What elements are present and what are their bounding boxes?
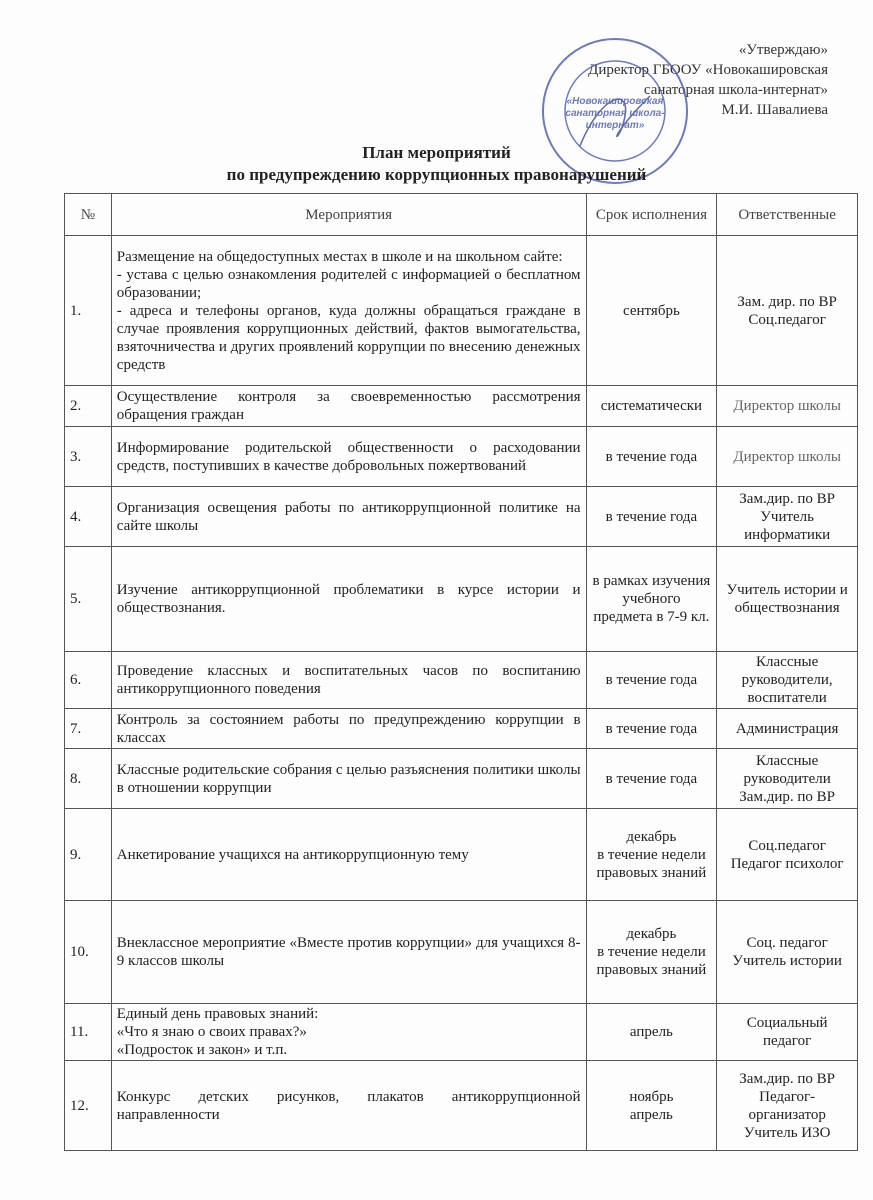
table-row — [65, 809, 858, 901]
responsible-cell — [717, 709, 858, 749]
responsible-cell-line: Учитель истории и обществознания — [726, 582, 848, 616]
term-cell-line: в течение недели правовых знаний — [596, 846, 707, 881]
term-cell-line: в течение года — [605, 448, 698, 465]
term-cell-line: систематически — [600, 398, 703, 414]
page-title: План мероприятий по предупреждению коррупционных правонарушений — [226, 143, 647, 184]
responsible-cell-line: Учитель ИЗО — [743, 1124, 831, 1141]
row-number: 3. — [65, 427, 112, 487]
row-number: 7. — [65, 709, 112, 749]
responsible-cell-line: Соц.педагог — [748, 837, 826, 854]
table-row — [65, 1004, 858, 1061]
row-number: 12. — [65, 1061, 112, 1151]
table-row — [65, 487, 858, 547]
responsible-cell-line: воспитатели — [747, 690, 827, 706]
term-cell-line: апрель — [629, 1024, 673, 1040]
row-number: 5. — [65, 547, 112, 652]
table-row — [65, 427, 858, 487]
responsible-cell — [717, 547, 858, 652]
responsible-cell — [717, 1061, 858, 1151]
term-cell-line: в течение недели правовых знаний — [596, 944, 707, 978]
responsible-cell — [717, 1004, 858, 1061]
responsible-cell-line: Администрация — [735, 720, 839, 737]
activity-cell-line: Внеклассное мероприятие «Вместе против коррупции» для учащихся 8-9 классов школы — [116, 935, 581, 969]
approval-line: Директор ГБООУ «Новокашировская — [588, 62, 828, 78]
table-header-row — [65, 194, 858, 236]
responsible-cell — [717, 749, 858, 809]
responsible-cell-line: Учитель истории — [732, 953, 842, 969]
activity-cell — [111, 709, 586, 749]
activity-cell — [111, 427, 586, 487]
row-number: 6. — [65, 652, 112, 709]
activity-cell-line: - устава с целью ознакомления родителей с информацией о бесплатном образовании; — [116, 266, 581, 301]
responsible-cell-line: Классные руководители, — [741, 654, 833, 688]
activity-cell-line: Проведение классных и воспитательных часов по воспитанию антикоррупционного поведения — [116, 663, 581, 697]
svg-text:интернат»: интернат» — [585, 120, 645, 131]
activity-cell-line: Осуществление контроля за своевременностью рассмотрения обращения граждан — [116, 389, 581, 423]
term-cell — [586, 901, 717, 1004]
activity-cell — [111, 901, 586, 1004]
term-cell-line: апрель — [629, 1106, 673, 1123]
term-cell-line: в течение года — [605, 720, 698, 737]
responsible-cell-line: Учитель информатики — [744, 508, 831, 543]
responsible-cell-line: Классные руководители — [743, 752, 831, 787]
activity-cell-line: Размещение на общедоступных местах в школе и на школьном сайте: — [116, 248, 563, 265]
term-cell — [586, 386, 717, 427]
term-cell — [586, 487, 717, 547]
activity-cell-line: - адреса и телефоны органов, куда должны обращаться граждане в случае проявления коррупционных действий, фактов вымогательства, взяточничества и других проявлений коррупции по внесению денежных средств — [116, 302, 581, 373]
row-number: 9. — [65, 809, 112, 901]
term-cell — [586, 427, 717, 487]
responsible-cell-line: Зам.дир. по ВР — [739, 788, 835, 805]
table-row — [65, 652, 858, 709]
responsible-cell-line: Директор школы — [733, 398, 841, 414]
svg-text:«Новокашировская: «Новокашировская — [566, 96, 664, 107]
table-row — [65, 547, 858, 652]
responsible-cell — [717, 901, 858, 1004]
responsible-cell-line: Директор школы — [733, 448, 841, 465]
responsible-cell-line: Социальный педагог — [746, 1015, 828, 1049]
term-cell-line: в течение года — [605, 508, 698, 525]
activity-cell — [111, 386, 586, 427]
responsible-cell-line: Соц. педагог — [746, 935, 828, 951]
responsible-cell-line: Зам. дир. по ВР — [737, 293, 837, 310]
responsible-cell-line: Педагог психолог — [730, 855, 844, 872]
activity-cell — [111, 236, 586, 386]
activity-cell — [111, 487, 586, 547]
header-activity: Мероприятия — [111, 194, 586, 236]
term-cell-line: в рамках изучения учебного предмета в 7-9 кл. — [592, 573, 711, 625]
term-cell — [586, 709, 717, 749]
activity-cell-line: Информирование родительской общественности о расходовании средств, поступивших в качестве добровольных пожертвований — [116, 439, 581, 474]
activity-cell — [111, 749, 586, 809]
responsible-cell — [717, 427, 858, 487]
term-cell — [586, 236, 717, 386]
responsible-cell — [717, 652, 858, 709]
term-cell — [586, 749, 717, 809]
activity-cell — [111, 1061, 586, 1151]
activity-cell-line: Анкетирование учащихся на антикоррупционную тему — [116, 846, 469, 863]
activity-cell-line: Изучение антикоррупционной проблематики в курсе истории и обществознания. — [116, 582, 581, 616]
table-row — [65, 749, 858, 809]
approval-line: санаторная школа-интернат» — [643, 82, 828, 98]
responsible-cell — [717, 386, 858, 427]
activity-cell — [111, 652, 586, 709]
header-number: № — [65, 194, 112, 236]
activity-cell-line: Контроль за состоянием работы по предупреждению коррупции в классах — [116, 711, 581, 746]
term-cell-line: в течение года — [605, 672, 698, 688]
approval-line: «Утверждаю» — [738, 42, 828, 58]
header-term: Срок исполнения — [586, 194, 717, 236]
term-cell — [586, 1004, 717, 1061]
activity-cell — [111, 547, 586, 652]
activity-cell-line: Единый день правовых знаний: — [116, 1006, 319, 1022]
responsible-cell — [717, 236, 858, 386]
term-cell — [586, 652, 717, 709]
responsible-cell — [717, 809, 858, 901]
responsible-cell-line: Зам.дир. по ВР — [739, 490, 835, 507]
row-number: 8. — [65, 749, 112, 809]
activity-cell-line: Организация освещения работы по антикоррупционной политике на сайте школы — [116, 499, 581, 534]
table-row — [65, 386, 858, 427]
activity-cell — [111, 1004, 586, 1061]
responsible-cell-line: Зам.дир. по ВР — [739, 1070, 835, 1087]
term-cell-line: ноябрь — [629, 1088, 674, 1105]
activity-cell-line: «Подросток и закон» и т.п. — [116, 1042, 288, 1058]
row-number: 2. — [65, 386, 112, 427]
term-cell-line: декабрь — [626, 926, 677, 942]
header-responsible: Ответственные — [717, 194, 858, 236]
row-number: 1. — [65, 236, 112, 386]
table-row — [65, 236, 858, 386]
activity-cell-line: Конкурс детских рисунков, плакатов антикоррупционной направленности — [116, 1088, 581, 1123]
activity-cell-line: Классные родительские собрания с целью разъяснения политики школы в отношении коррупции — [116, 761, 581, 796]
table-row — [65, 709, 858, 749]
term-cell — [586, 1061, 717, 1151]
table-row — [65, 1061, 858, 1151]
activity-cell — [111, 809, 586, 901]
svg-text:санаторная школа-: санаторная школа- — [565, 108, 665, 119]
responsible-cell — [717, 487, 858, 547]
row-number: 11. — [65, 1004, 112, 1061]
term-cell-line: декабрь — [626, 828, 677, 845]
term-cell — [586, 809, 717, 901]
responsible-cell-line: Педагог-организатор — [748, 1088, 826, 1123]
activities-table — [64, 193, 858, 1151]
row-number: 4. — [65, 487, 112, 547]
row-number: 10. — [65, 901, 112, 1004]
term-cell-line: сентябрь — [623, 302, 680, 319]
term-cell-line: в течение года — [605, 770, 698, 787]
approval-line: М.И. Шавалиева — [721, 102, 828, 118]
term-cell — [586, 547, 717, 652]
table-row — [65, 901, 858, 1004]
responsible-cell-line: Соц.педагог — [748, 311, 826, 328]
activity-cell-line: «Что я знаю о своих правах?» — [116, 1024, 307, 1040]
